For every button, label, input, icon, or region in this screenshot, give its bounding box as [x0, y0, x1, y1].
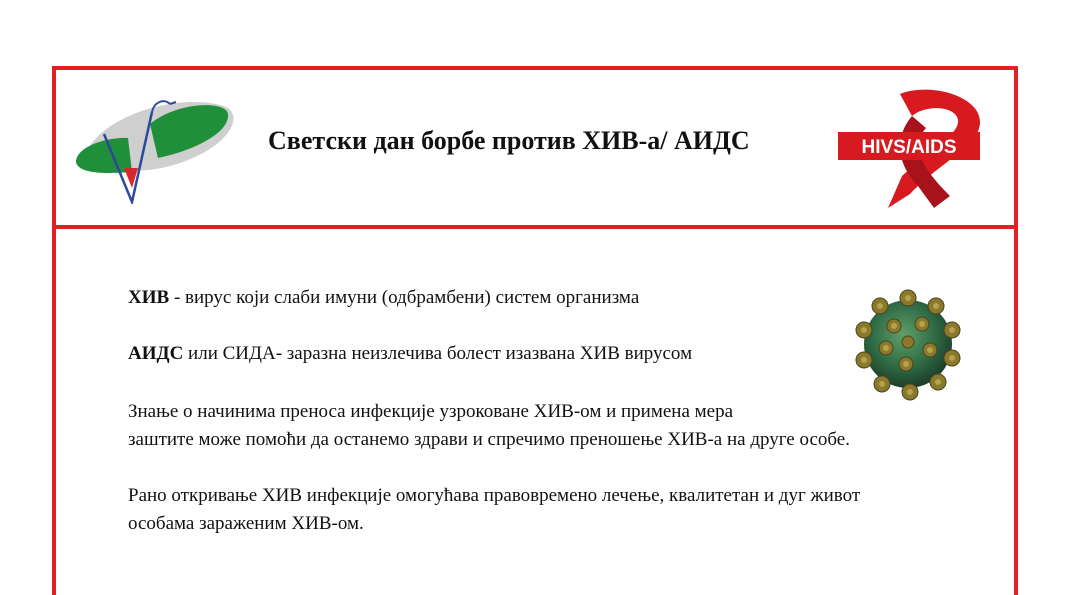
- health-institute-logo: [66, 92, 238, 204]
- paragraph-hiv: [128, 284, 639, 312]
- definition-aids: или СИДА- заразна неизлечива болест изазвана ХИВ вирусом: [183, 343, 693, 364]
- page-title: Светски дан борбе против ХИВ-а/ АИДС: [268, 126, 750, 155]
- paragraph-prevention: [128, 398, 850, 454]
- red-ribbon-icon: [830, 86, 990, 208]
- prevention-line-2: заштите може помоћи да останемо здрави и спречимо преношење ХИВ-а на друге особе.: [128, 429, 850, 450]
- virus-image: [848, 282, 968, 404]
- prevention-line-1: Знање о начинима преноса инфекције узроковане ХИВ-ом и примена мера: [128, 401, 734, 422]
- ribbon-label: HIVS/AIDS: [861, 137, 957, 158]
- paragraph-early-detection: [128, 482, 860, 538]
- detection-line-2: особама зараженим ХИВ-ом.: [128, 513, 364, 534]
- paragraph-aids: [128, 340, 692, 368]
- detection-line-1: Рано откривање ХИВ инфекције омогућава правовремено лечење, квалитетан и дуг живот: [128, 485, 861, 506]
- term-aids: АИДС: [128, 343, 184, 364]
- definition-hiv: - вирус који слаби имуни (одбрамбени) систем организма: [169, 287, 640, 308]
- term-hiv: ХИВ: [128, 287, 170, 308]
